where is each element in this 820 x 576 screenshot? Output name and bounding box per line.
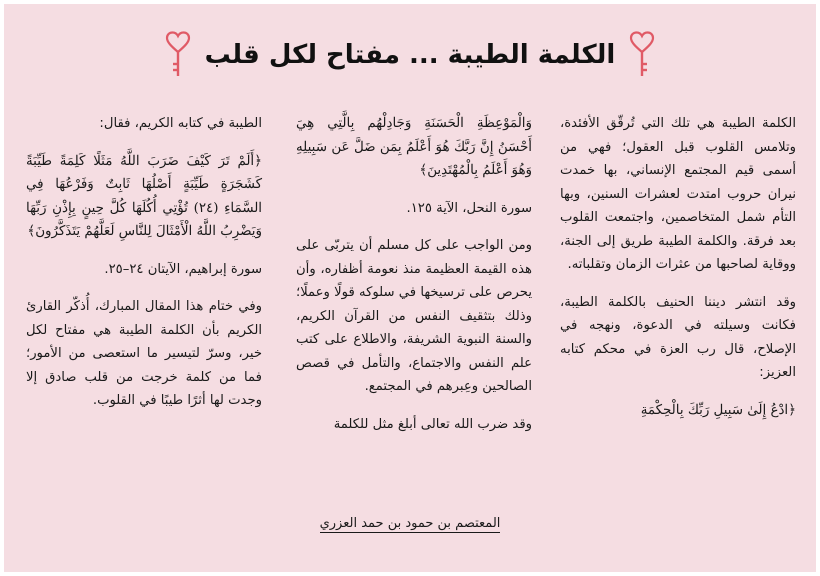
paragraph: وقد ضرب الله تعالى أبلغ مثل للكلمة: [333, 416, 532, 432]
paragraph: وفي ختام هذا المقال المبارك، أُذكّر القارئ الكريم بأن الكلمة الطيبة هي مفتاح لكل خير، وسرّ لتيسير ما استعصى من الأمور؛ فما من كلمة خرجت من قلب صادق إلا وجدت لها أثرًا طيبًا في القلوب.: [26, 299, 262, 408]
text-column-middle: [296, 112, 532, 450]
title-row: [4, 30, 816, 80]
text-column-right: [560, 112, 796, 436]
paragraph: وقد انتشر ديننا الحنيف بالكلمة الطيبة، فكانت وسيلته في الدعوة، ونهجه في الإصلاح، قال رب العزة في محكم كتابه العزيز:: [560, 294, 796, 380]
paragraph: الطيبة في كتابه الكريم، فقال:: [99, 116, 262, 131]
author-line: [4, 516, 816, 531]
key-icon: [165, 31, 191, 79]
quran-verse: ﴿أَلَمْ تَرَ كَيْفَ ضَرَبَ اللَّهُ مَثَلًا كَلِمَةً طَيِّبَةً كَشَجَرَةٍ طَيِّبَةٍ أَصْلُهَا ثَابِتٌ وَفَرْعُهَا فِي السَّمَاءِ (٢٤) تُؤْتِي أُكُلَهَا كُلَّ حِينٍ بِإِذْنِ رَبِّهَا وَيَضْرِبُ اللَّهُ الْأَمْثَالَ لِلنَّاسِ لَعَلَّهُمْ يَتَذَكَّرُونَ﴾: [26, 153, 262, 239]
paragraph: الكلمة الطيبة هي تلك التي تُرقّق الأفئدة، وتلامس القلوب قبل العقول؛ فهي من أسمى قيم المجتمع الإنساني، بها خمدت نيران حروب امتدت لعشرات السنين، وبها التأم شمل المتخاصمين، واجتمعت القلوب بعد فرقة. والكلمة الطيبة طريق إلى الجنة، ووقاية لصاحبها من عثرات الزمان وتقلباته.: [560, 116, 796, 272]
verse-reference: سورة إبراهيم، الآيتان ٢٤–٢٥.: [104, 261, 262, 277]
article-page: [4, 4, 816, 572]
paragraph: ومن الواجب على كل مسلم أن يتربّى على هذه القيمة العظيمة منذ نعومة أظفاره، وأن يحرص على ترسيخها في سلوكه قولًا وعملًا؛ وذلك بتثقيف النفس من القرآن الكريم، والسنة النبوية الشريفة، والاطلاع على كتب علم النفس والاجتماع، والتأمل في قصص الصالحين وعِبرهم في المجتمع.: [296, 238, 532, 394]
author-name: المعتصم بن حمود بن حمد العزري: [319, 516, 501, 531]
page-title: الكلمة الطيبة ... مفتاح لكل قلب: [204, 40, 616, 70]
quran-verse: وَالْمَوْعِظَةِ الْحَسَنَةِ وَجَادِلْهُم بِالَّتِي هِيَ أَحْسَنُ إِنَّ رَبَّكَ هُوَ أَعْلَمُ بِمَن ضَلَّ عَن سَبِيلِهِ وَهُوَ أَعْلَمُ بِالْمُهْتَدِينَ﴾: [296, 116, 532, 178]
key-icon: [629, 31, 655, 79]
text-column-left: [26, 112, 262, 427]
verse-reference: سورة النحل، الآية ١٢٥.: [406, 200, 532, 216]
quran-verse: ﴿ادْعُ إِلَىٰ سَبِيلِ رَبِّكَ بِالْحِكْمَةِ: [640, 402, 796, 418]
